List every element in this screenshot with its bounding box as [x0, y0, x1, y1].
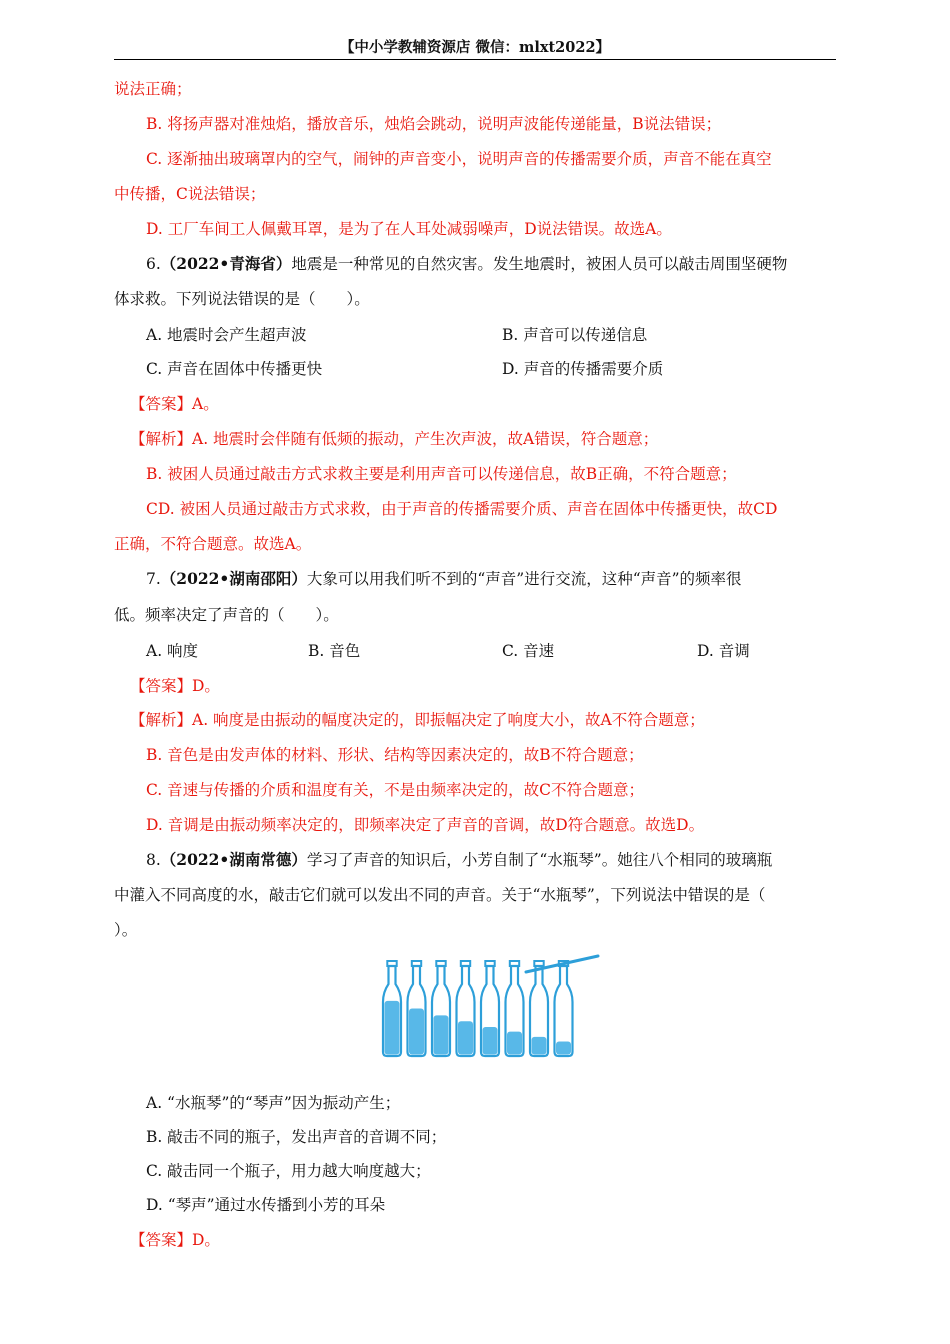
- header-divider: [114, 59, 836, 60]
- q8-option-a: A. “水瓶琴”的“琴声”因为振动产生；: [146, 1094, 401, 1112]
- bottle-cap: [412, 961, 421, 966]
- q6-analysis: 【解析】A. 地震时会伴随有低频的振动，产生次声波，故A错误，符合题意；: [130, 430, 659, 448]
- bottle-cap: [461, 961, 470, 966]
- q8-stem-cont: 中灌入不同高度的水，敲击它们就可以发出不同的声音。关于“水瓶琴”，下列说法中错误的是（: [114, 886, 766, 904]
- q8-answer: 【答案】D。: [130, 1231, 220, 1249]
- q7-analysis: D. 音调是由振动频率决定的，即频率决定了声音的音调，故D符合题意。故选D。: [146, 816, 705, 834]
- bottle-cap: [387, 961, 396, 966]
- q7-option-d: D. 音调: [697, 642, 750, 660]
- glass-bottle: [432, 961, 450, 1056]
- q7-stem-cont: 低。频率决定了声音的（ ）。: [114, 606, 339, 624]
- q7-answer: 【答案】D。: [130, 677, 220, 695]
- question-source: （2022•湖南邵阳）: [160, 569, 307, 588]
- bottle-cap: [436, 961, 445, 966]
- glass-bottle: [383, 961, 401, 1056]
- q7-analysis: C. 音速与传播的介质和温度有关，不是由频率决定的，故C不符合题意；: [146, 781, 645, 799]
- q8-stem: [146, 849, 772, 871]
- q6-option-c: C. 声音在固体中传播更快: [146, 360, 323, 378]
- question-text: 地震是一种常见的自然灾害。发生地震时，被困人员可以敲击周围坚硬物: [291, 255, 788, 273]
- q8-option-c: C. 敲击同一个瓶子，用力越大响度越大；: [146, 1162, 431, 1180]
- q7-option-c: C. 音速: [502, 642, 555, 660]
- question-source: （2022•青海省）: [160, 254, 292, 273]
- q5-analysis-line: C. 逐渐抽出玻璃罩内的空气，闹钟的声音变小，说明声音的传播需要介质，声音不能在真空: [146, 150, 772, 168]
- q6-analysis: B. 被困人员通过敲击方式求救主要是利用声音可以传递信息，故B正确，不符合题意；: [146, 465, 737, 483]
- bottle-water: [409, 1008, 424, 1054]
- question-text: 大象可以用我们听不到的“声音”进行交流，这种“声音”的频率很: [306, 570, 742, 588]
- q7-analysis: 【解析】A. 响度是由振动的幅度决定的，即振幅决定了响度大小，故A不符合题意；: [130, 711, 705, 729]
- glass-bottle: [457, 961, 475, 1056]
- q7-analysis: B. 音色是由发声体的材料、形状、结构等因素决定的，故B不符合题意；: [146, 746, 644, 764]
- bottle-water: [556, 1042, 571, 1055]
- striking-stick: [526, 956, 598, 972]
- q6-option-b: B. 声音可以传递信息: [502, 326, 648, 344]
- bottle-cap: [510, 961, 519, 966]
- q5-analysis-line: B. 将扬声器对准烛焰，播放音乐，烛焰会跳动，说明声波能传递能量，B说法错误；: [146, 115, 722, 133]
- bottle-water: [507, 1032, 522, 1055]
- question-source: （2022•湖南常德）: [160, 850, 307, 869]
- glass-bottle: [408, 961, 426, 1056]
- q5-analysis-line: D. 工厂车间工人佩戴耳罩，是为了在人耳处减弱噪声，D说法错误。故选A。: [146, 220, 672, 238]
- q8-stem-cont: ）。: [114, 921, 138, 939]
- q8-option-b: B. 敲击不同的瓶子，发出声音的音调不同；: [146, 1128, 447, 1146]
- q5-analysis-line: 中传播，C说法错误；: [114, 185, 266, 203]
- question-number: 8.: [146, 851, 161, 869]
- bottle-water: [385, 1001, 400, 1055]
- water-bottle-xylophone-figure: [378, 952, 602, 1062]
- q6-analysis: CD. 被困人员通过敲击方式求救，由于声音的传播需要介质、声音在固体中传播更快，故CD: [146, 500, 778, 518]
- question-number: 6.: [146, 255, 161, 273]
- q6-option-a: A. 地震时会产生超声波: [146, 326, 307, 344]
- q6-analysis: 正确，不符合题意。故选A。: [114, 535, 312, 553]
- question-text: 学习了声音的知识后，小芳自制了“水瓶琴”。她往八个相同的玻璃瓶: [306, 851, 773, 869]
- bottle-cap: [485, 961, 494, 966]
- q5-analysis-line: 说法正确；: [114, 80, 192, 98]
- glass-bottle: [530, 961, 548, 1056]
- glass-bottle: [555, 961, 573, 1056]
- q6-answer: 【答案】A。: [130, 395, 219, 413]
- page-header: 【中小学教辅资源店 微信：mlxt2022】: [339, 39, 611, 56]
- q6-stem-cont: 体求救。下列说法错误的是（ ）。: [114, 290, 370, 308]
- bottle-water: [458, 1021, 473, 1054]
- q7-stem: [146, 568, 742, 590]
- bottle-water: [532, 1037, 547, 1055]
- question-number: 7.: [146, 570, 161, 588]
- glass-bottle: [506, 961, 524, 1056]
- bottle-cap: [534, 961, 543, 966]
- q8-option-d: D. “琴声”通过水传播到小芳的耳朵: [146, 1196, 386, 1214]
- q6-option-d: D. 声音的传播需要介质: [502, 360, 664, 378]
- bottle-water: [434, 1015, 449, 1054]
- bottle-water: [483, 1027, 498, 1055]
- q6-stem: [146, 253, 787, 275]
- q7-option-a: A. 响度: [146, 642, 199, 660]
- glass-bottle: [481, 961, 499, 1056]
- q7-option-b: B. 音色: [308, 642, 361, 660]
